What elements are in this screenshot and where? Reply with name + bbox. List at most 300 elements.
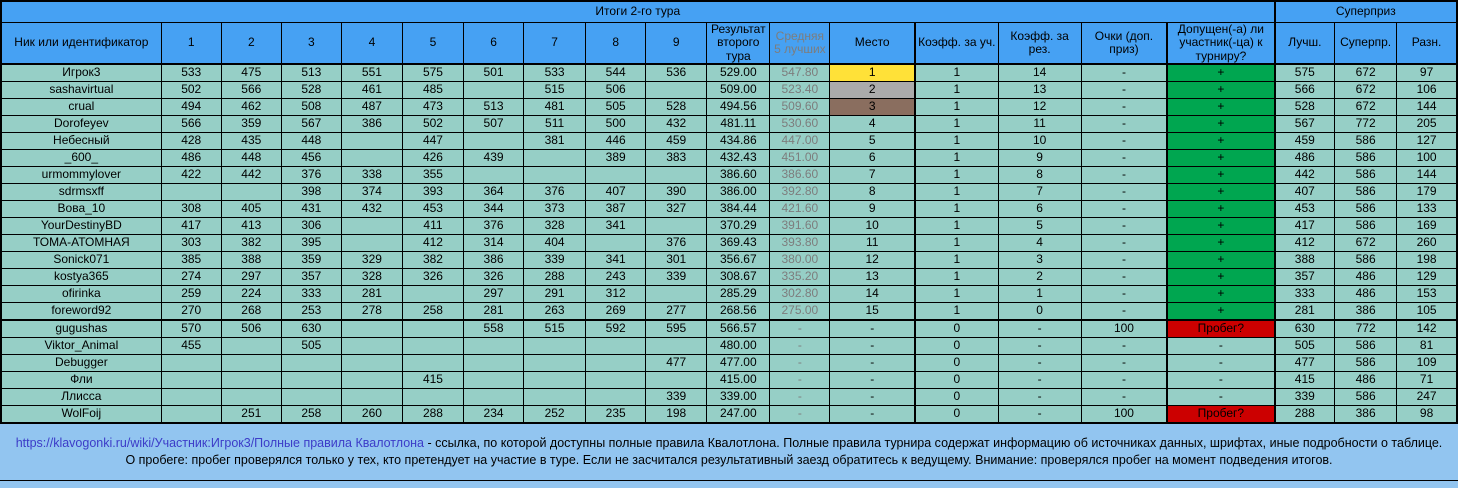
race-1-score: 428 bbox=[161, 133, 221, 150]
bonus-points: - bbox=[1081, 99, 1167, 116]
race-9-score: 459 bbox=[646, 133, 707, 150]
race-9-score: 376 bbox=[646, 235, 707, 252]
superprize-score: 586 bbox=[1335, 338, 1397, 355]
best-score: 486 bbox=[1275, 150, 1335, 167]
race-9-score bbox=[646, 218, 707, 235]
race-4-score bbox=[341, 320, 402, 338]
superprize-score: 486 bbox=[1335, 372, 1397, 389]
avg-5-best: 451.00 bbox=[770, 150, 830, 167]
score-diff: 198 bbox=[1397, 252, 1457, 269]
race-1-score: 308 bbox=[161, 201, 221, 218]
avg-5-best: 530.60 bbox=[770, 116, 830, 133]
race-1-score bbox=[161, 406, 221, 424]
race-9-score: 383 bbox=[646, 150, 707, 167]
race-1-score: 533 bbox=[161, 64, 221, 82]
race-3-score: 448 bbox=[281, 133, 341, 150]
race-8-score: 389 bbox=[586, 150, 646, 167]
column-header-9: 9 bbox=[646, 23, 707, 65]
player-nick: Viktor_Animal bbox=[1, 338, 161, 355]
coef-participation: 1 bbox=[915, 167, 998, 184]
superprize-score: 586 bbox=[1335, 167, 1397, 184]
column-header-0: Ник или идентификатор bbox=[1, 23, 161, 65]
race-7-score bbox=[524, 150, 586, 167]
race-1-score: 502 bbox=[161, 82, 221, 99]
race-2-score: 566 bbox=[221, 82, 281, 99]
race-4-score bbox=[341, 133, 402, 150]
race-5-score: 447 bbox=[402, 133, 463, 150]
race-4-score bbox=[341, 372, 402, 389]
player-nick: gugushas bbox=[1, 320, 161, 338]
table-row bbox=[1, 389, 1457, 406]
race-5-score bbox=[402, 338, 463, 355]
tournament-admission: + bbox=[1167, 201, 1274, 218]
table-row bbox=[1, 406, 1457, 424]
race-4-score bbox=[341, 235, 402, 252]
best-score: 388 bbox=[1275, 252, 1335, 269]
race-1-score: 417 bbox=[161, 218, 221, 235]
race-8-score: 500 bbox=[586, 116, 646, 133]
bonus-points: - bbox=[1081, 167, 1167, 184]
coef-participation: 1 bbox=[915, 286, 998, 303]
race-8-score: 243 bbox=[586, 269, 646, 286]
race-7-score: 291 bbox=[524, 286, 586, 303]
race-4-score: 386 bbox=[341, 116, 402, 133]
tournament-admission: + bbox=[1167, 286, 1274, 303]
player-nick: WolFoij bbox=[1, 406, 161, 424]
tournament-admission: - bbox=[1167, 372, 1274, 389]
race-7-score bbox=[524, 338, 586, 355]
coef-result: 2 bbox=[998, 269, 1081, 286]
avg-5-best: 523.40 bbox=[770, 82, 830, 99]
column-header-13: Коэфф. за уч. bbox=[915, 23, 998, 65]
superprize-score: 672 bbox=[1335, 235, 1397, 252]
footer-rules-link[interactable]: https://klavogonki.ru/wiki/Участник:Игрок3/Полные правила Квалотлона bbox=[15, 435, 425, 450]
bonus-points: 100 bbox=[1081, 406, 1167, 424]
column-header-18: Суперпр. bbox=[1335, 23, 1397, 65]
race-6-score bbox=[464, 355, 524, 372]
race-6-score bbox=[464, 133, 524, 150]
place: 7 bbox=[830, 167, 915, 184]
tournament-admission: + bbox=[1167, 116, 1274, 133]
coef-result: 10 bbox=[998, 133, 1081, 150]
tournament-admission: Пробег? bbox=[1167, 320, 1274, 338]
round-result: 285.29 bbox=[707, 286, 770, 303]
race-7-score: 404 bbox=[524, 235, 586, 252]
race-4-score bbox=[341, 218, 402, 235]
score-diff: 98 bbox=[1397, 406, 1457, 424]
race-4-score: 328 bbox=[341, 269, 402, 286]
race-7-score: 481 bbox=[524, 99, 586, 116]
player-nick: ТОМА-АТОМНАЯ bbox=[1, 235, 161, 252]
superprize-score: 586 bbox=[1335, 355, 1397, 372]
avg-5-best: 509.60 bbox=[770, 99, 830, 116]
race-6-score: 344 bbox=[464, 201, 524, 218]
race-5-score: 382 bbox=[402, 252, 463, 269]
race-9-score: 595 bbox=[646, 320, 707, 338]
best-score: 567 bbox=[1275, 116, 1335, 133]
round-result: 356.67 bbox=[707, 252, 770, 269]
race-6-score bbox=[464, 82, 524, 99]
score-diff: 144 bbox=[1397, 167, 1457, 184]
race-2-score: 506 bbox=[221, 320, 281, 338]
best-score: 417 bbox=[1275, 218, 1335, 235]
superprize-score: 586 bbox=[1335, 150, 1397, 167]
race-7-score bbox=[524, 389, 586, 406]
avg-5-best: 335.20 bbox=[770, 269, 830, 286]
race-6-score bbox=[464, 372, 524, 389]
race-4-score: 338 bbox=[341, 167, 402, 184]
coef-participation: 1 bbox=[915, 269, 998, 286]
race-8-score bbox=[586, 338, 646, 355]
coef-result: - bbox=[998, 389, 1081, 406]
race-9-score: 198 bbox=[646, 406, 707, 424]
race-9-score: 477 bbox=[646, 355, 707, 372]
round-result: 494.56 bbox=[707, 99, 770, 116]
race-8-score: 407 bbox=[586, 184, 646, 201]
place: 8 bbox=[830, 184, 915, 201]
race-6-score: 281 bbox=[464, 303, 524, 321]
race-8-score bbox=[586, 372, 646, 389]
bonus-points: - bbox=[1081, 133, 1167, 150]
race-8-score: 505 bbox=[586, 99, 646, 116]
best-score: 412 bbox=[1275, 235, 1335, 252]
race-4-score bbox=[341, 355, 402, 372]
round-result: 529.00 bbox=[707, 64, 770, 82]
table-row bbox=[1, 286, 1457, 303]
superprize-score: 586 bbox=[1335, 389, 1397, 406]
best-score: 575 bbox=[1275, 64, 1335, 82]
player-nick: Sonick071 bbox=[1, 252, 161, 269]
round-result: 434.86 bbox=[707, 133, 770, 150]
coef-result: 13 bbox=[998, 82, 1081, 99]
race-3-score: 395 bbox=[281, 235, 341, 252]
tournament-admission: + bbox=[1167, 99, 1274, 116]
score-diff: 153 bbox=[1397, 286, 1457, 303]
race-4-score: 278 bbox=[341, 303, 402, 321]
coef-participation: 0 bbox=[915, 389, 998, 406]
race-3-score: 306 bbox=[281, 218, 341, 235]
column-header-3: 3 bbox=[281, 23, 341, 65]
avg-5-best: - bbox=[770, 389, 830, 406]
race-6-score: 386 bbox=[464, 252, 524, 269]
round-result: 339.00 bbox=[707, 389, 770, 406]
race-5-score bbox=[402, 320, 463, 338]
race-6-score: 364 bbox=[464, 184, 524, 201]
coef-participation: 1 bbox=[915, 252, 998, 269]
coef-result: - bbox=[998, 372, 1081, 389]
race-4-score bbox=[341, 150, 402, 167]
race-3-score: 253 bbox=[281, 303, 341, 321]
score-diff: 129 bbox=[1397, 269, 1457, 286]
player-nick: Игрок3 bbox=[1, 64, 161, 82]
coef-result: 3 bbox=[998, 252, 1081, 269]
place: - bbox=[830, 372, 915, 389]
bonus-points: - bbox=[1081, 372, 1167, 389]
race-2-score: 251 bbox=[221, 406, 281, 424]
score-diff: 106 bbox=[1397, 82, 1457, 99]
bonus-points: - bbox=[1081, 235, 1167, 252]
race-9-score bbox=[646, 286, 707, 303]
tournament-admission: + bbox=[1167, 303, 1274, 321]
table-row bbox=[1, 303, 1457, 321]
race-8-score bbox=[586, 389, 646, 406]
round-result: 308.67 bbox=[707, 269, 770, 286]
race-7-score: 533 bbox=[524, 64, 586, 82]
avg-5-best: - bbox=[770, 320, 830, 338]
round-result: 566.57 bbox=[707, 320, 770, 338]
column-header-16: Допущен(-а) ли участник(-ца) к турниру? bbox=[1167, 23, 1274, 65]
race-5-score: 326 bbox=[402, 269, 463, 286]
score-diff: 144 bbox=[1397, 99, 1457, 116]
coef-participation: 1 bbox=[915, 116, 998, 133]
coef-result: 5 bbox=[998, 218, 1081, 235]
table-row bbox=[1, 167, 1457, 184]
race-7-score bbox=[524, 355, 586, 372]
race-8-score bbox=[586, 167, 646, 184]
column-header-11: Средняя 5 лучших bbox=[770, 23, 830, 65]
race-7-score: 373 bbox=[524, 201, 586, 218]
score-diff: 109 bbox=[1397, 355, 1457, 372]
bonus-points: - bbox=[1081, 150, 1167, 167]
race-2-score bbox=[221, 372, 281, 389]
race-9-score: 339 bbox=[646, 269, 707, 286]
race-2-score: 448 bbox=[221, 150, 281, 167]
race-6-score: 234 bbox=[464, 406, 524, 424]
race-9-score: 339 bbox=[646, 389, 707, 406]
race-2-score: 359 bbox=[221, 116, 281, 133]
race-7-score: 263 bbox=[524, 303, 586, 321]
tournament-admission: + bbox=[1167, 218, 1274, 235]
player-nick: sdrmsxff bbox=[1, 184, 161, 201]
race-5-score: 453 bbox=[402, 201, 463, 218]
race-5-score bbox=[402, 286, 463, 303]
avg-5-best: 393.80 bbox=[770, 235, 830, 252]
table-row bbox=[1, 201, 1457, 218]
bonus-points: - bbox=[1081, 201, 1167, 218]
race-5-score: 473 bbox=[402, 99, 463, 116]
coef-participation: 0 bbox=[915, 355, 998, 372]
race-4-score bbox=[341, 389, 402, 406]
round-result: 369.43 bbox=[707, 235, 770, 252]
table-row bbox=[1, 218, 1457, 235]
superprize-score: 586 bbox=[1335, 218, 1397, 235]
race-2-score: 442 bbox=[221, 167, 281, 184]
tournament-admission: + bbox=[1167, 150, 1274, 167]
race-5-score: 355 bbox=[402, 167, 463, 184]
bonus-points: - bbox=[1081, 82, 1167, 99]
best-score: 453 bbox=[1275, 201, 1335, 218]
race-5-score bbox=[402, 389, 463, 406]
place: 4 bbox=[830, 116, 915, 133]
score-diff: 100 bbox=[1397, 150, 1457, 167]
race-2-score: 297 bbox=[221, 269, 281, 286]
race-7-score: 515 bbox=[524, 320, 586, 338]
race-6-score: 558 bbox=[464, 320, 524, 338]
race-3-score: 528 bbox=[281, 82, 341, 99]
race-5-score: 575 bbox=[402, 64, 463, 82]
player-nick: YourDestinyBD bbox=[1, 218, 161, 235]
race-7-score: 252 bbox=[524, 406, 586, 424]
race-5-score: 411 bbox=[402, 218, 463, 235]
table-row bbox=[1, 338, 1457, 355]
player-nick: sashavirtual bbox=[1, 82, 161, 99]
race-8-score bbox=[586, 235, 646, 252]
tournament-admission: + bbox=[1167, 269, 1274, 286]
race-5-score: 485 bbox=[402, 82, 463, 99]
coef-participation: 1 bbox=[915, 235, 998, 252]
race-6-score: 326 bbox=[464, 269, 524, 286]
place: 6 bbox=[830, 150, 915, 167]
column-header-row bbox=[1, 23, 1457, 65]
race-9-score: 327 bbox=[646, 201, 707, 218]
bonus-points: - bbox=[1081, 252, 1167, 269]
table-row bbox=[1, 269, 1457, 286]
score-diff: 169 bbox=[1397, 218, 1457, 235]
coef-result: 6 bbox=[998, 201, 1081, 218]
coef-result: - bbox=[998, 338, 1081, 355]
race-1-score: 566 bbox=[161, 116, 221, 133]
race-1-score bbox=[161, 372, 221, 389]
coef-participation: 1 bbox=[915, 99, 998, 116]
race-3-score bbox=[281, 372, 341, 389]
race-2-score bbox=[221, 355, 281, 372]
place: 2 bbox=[830, 82, 915, 99]
place: - bbox=[830, 355, 915, 372]
superprize-title: Суперприз bbox=[1275, 1, 1457, 23]
avg-5-best: 302.80 bbox=[770, 286, 830, 303]
race-3-score: 333 bbox=[281, 286, 341, 303]
avg-5-best: 391.60 bbox=[770, 218, 830, 235]
race-9-score bbox=[646, 167, 707, 184]
best-score: 442 bbox=[1275, 167, 1335, 184]
coef-participation: 1 bbox=[915, 201, 998, 218]
race-7-score: 376 bbox=[524, 184, 586, 201]
race-8-score: 387 bbox=[586, 201, 646, 218]
bonus-points: - bbox=[1081, 355, 1167, 372]
avg-5-best: 386.60 bbox=[770, 167, 830, 184]
race-1-score: 494 bbox=[161, 99, 221, 116]
race-1-score: 570 bbox=[161, 320, 221, 338]
race-8-score: 269 bbox=[586, 303, 646, 321]
race-9-score bbox=[646, 82, 707, 99]
race-9-score: 301 bbox=[646, 252, 707, 269]
coef-result: 7 bbox=[998, 184, 1081, 201]
column-header-1: 1 bbox=[161, 23, 221, 65]
superprize-score: 772 bbox=[1335, 320, 1397, 338]
tournament-admission: - bbox=[1167, 355, 1274, 372]
best-score: 566 bbox=[1275, 82, 1335, 99]
race-7-score: 328 bbox=[524, 218, 586, 235]
coef-result: - bbox=[998, 406, 1081, 424]
coef-result: 9 bbox=[998, 150, 1081, 167]
best-score: 288 bbox=[1275, 406, 1335, 424]
place: - bbox=[830, 320, 915, 338]
player-nick: foreword92 bbox=[1, 303, 161, 321]
best-score: 415 bbox=[1275, 372, 1335, 389]
place: - bbox=[830, 338, 915, 355]
superprize-score: 386 bbox=[1335, 303, 1397, 321]
race-6-score: 513 bbox=[464, 99, 524, 116]
race-5-score: 288 bbox=[402, 406, 463, 424]
round-results-title: Итоги 2-го тура bbox=[1, 1, 1275, 23]
race-5-score: 412 bbox=[402, 235, 463, 252]
bonus-points: - bbox=[1081, 218, 1167, 235]
race-8-score: 341 bbox=[586, 252, 646, 269]
place: 5 bbox=[830, 133, 915, 150]
race-2-score: 462 bbox=[221, 99, 281, 116]
place: 3 bbox=[830, 99, 915, 116]
column-header-7: 7 bbox=[524, 23, 586, 65]
race-9-score bbox=[646, 338, 707, 355]
race-4-score bbox=[341, 338, 402, 355]
column-header-17: Лучш. bbox=[1275, 23, 1335, 65]
race-3-score: 630 bbox=[281, 320, 341, 338]
place: 15 bbox=[830, 303, 915, 321]
superprize-score: 486 bbox=[1335, 286, 1397, 303]
coef-participation: 0 bbox=[915, 372, 998, 389]
place: 11 bbox=[830, 235, 915, 252]
round-result: 386.60 bbox=[707, 167, 770, 184]
race-1-score: 259 bbox=[161, 286, 221, 303]
superprize-score: 586 bbox=[1335, 201, 1397, 218]
best-score: 459 bbox=[1275, 133, 1335, 150]
table-row bbox=[1, 320, 1457, 338]
race-2-score: 382 bbox=[221, 235, 281, 252]
race-3-score: 567 bbox=[281, 116, 341, 133]
race-2-score: 435 bbox=[221, 133, 281, 150]
coef-result: 14 bbox=[998, 64, 1081, 82]
avg-5-best: 547.80 bbox=[770, 64, 830, 82]
race-1-score: 270 bbox=[161, 303, 221, 321]
race-2-score bbox=[221, 184, 281, 201]
race-2-score bbox=[221, 338, 281, 355]
race-3-score: 398 bbox=[281, 184, 341, 201]
column-header-10: Результат второго тура bbox=[707, 23, 770, 65]
best-score: 630 bbox=[1275, 320, 1335, 338]
coef-participation: 1 bbox=[915, 82, 998, 99]
superprize-score: 586 bbox=[1335, 252, 1397, 269]
avg-5-best: - bbox=[770, 338, 830, 355]
race-7-score: 381 bbox=[524, 133, 586, 150]
race-9-score: 277 bbox=[646, 303, 707, 321]
race-4-score: 551 bbox=[341, 64, 402, 82]
race-3-score: 258 bbox=[281, 406, 341, 424]
round-result: 432.43 bbox=[707, 150, 770, 167]
race-3-score: 359 bbox=[281, 252, 341, 269]
column-header-14: Коэфф. за рез. bbox=[998, 23, 1081, 65]
bonus-points: - bbox=[1081, 389, 1167, 406]
race-9-score: 432 bbox=[646, 116, 707, 133]
tournament-admission: + bbox=[1167, 133, 1274, 150]
race-4-score: 260 bbox=[341, 406, 402, 424]
race-6-score bbox=[464, 389, 524, 406]
round-result: 268.56 bbox=[707, 303, 770, 321]
tournament-admission: + bbox=[1167, 252, 1274, 269]
coef-result: - bbox=[998, 355, 1081, 372]
superprize-score: 772 bbox=[1335, 116, 1397, 133]
race-1-score: 486 bbox=[161, 150, 221, 167]
player-nick: urmommylover bbox=[1, 167, 161, 184]
table-row bbox=[1, 82, 1457, 99]
race-3-score: 376 bbox=[281, 167, 341, 184]
race-3-score: 456 bbox=[281, 150, 341, 167]
avg-5-best: 447.00 bbox=[770, 133, 830, 150]
race-2-score: 268 bbox=[221, 303, 281, 321]
round-result: 370.29 bbox=[707, 218, 770, 235]
player-nick: crual bbox=[1, 99, 161, 116]
race-1-score: 455 bbox=[161, 338, 221, 355]
coef-participation: 1 bbox=[915, 218, 998, 235]
